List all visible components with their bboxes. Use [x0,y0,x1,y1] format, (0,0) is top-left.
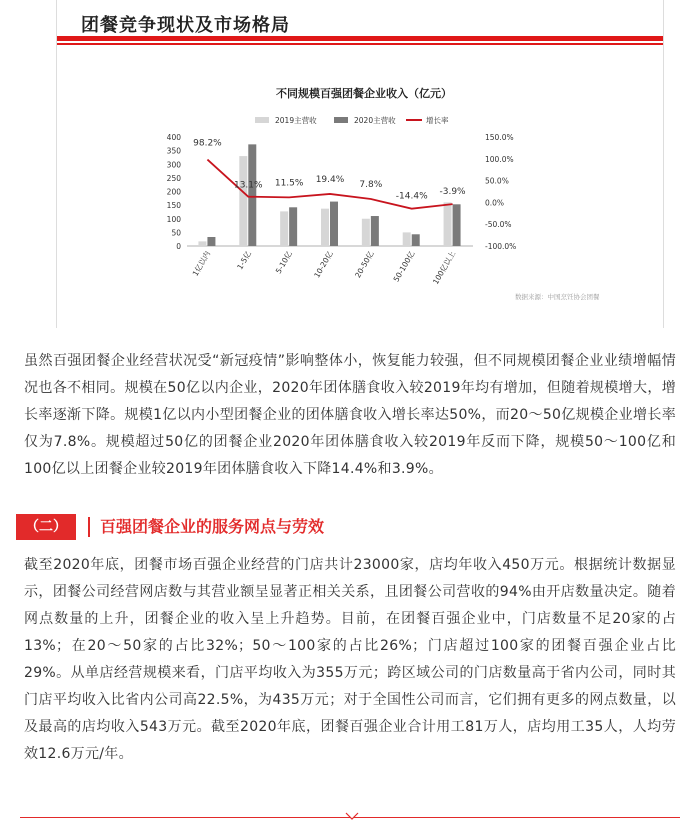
section-badge: （二） [16,514,76,540]
right-tick-label: 0.0% [485,198,505,208]
growth-rate-label: -14.4% [395,191,428,202]
right-tick-label: 150.0% [485,133,514,142]
legend-swatch [334,117,348,123]
left-tick-label: 250 [166,173,181,183]
growth-rate-label: -3.9% [439,187,466,198]
bar [403,232,411,246]
bar [453,204,461,246]
bar [207,237,215,246]
growth-rate-label: 13.1% [233,180,263,191]
legend-label: 2019主营收 [275,116,317,125]
chart-legend [255,115,449,125]
x-tick-label: 20-50亿 [353,249,376,280]
left-tick-label: 350 [166,146,181,156]
x-tick-label: 1亿以内 [190,249,213,278]
x-tick-label: 1-5亿 [235,249,254,272]
bar [248,144,256,246]
growth-rate-label: 19.4% [315,174,345,185]
x-tick-label: 5-10亿 [273,249,294,276]
growth-line [193,139,466,209]
growth-rate-label: 7.8% [359,179,383,190]
revenue-chart [57,0,663,328]
legend-label: 2020主营收 [354,116,396,125]
right-tick-label: -100.0% [485,242,517,251]
chevron-down-icon [345,812,359,822]
bar [330,202,338,246]
right-tick-label: 50.0% [485,176,509,186]
bar [198,241,206,246]
paragraph-2: 截至2020年底，团餐市场百强企业经营的门店共计23000家，店均年收入450万元。根据统计数据显示，团餐公司经营网店数与其营业额呈显著正相关关系，且团餐公司营收的94%由开店数量决定。随着网点数量的上升，团餐企业的收入呈上升趋势。目前，在团餐百强企业中，门店数量不足20家的占13%；在20～50家的占比32%；50～100家的占比26%；门店超过100家的团餐百强企业占比29%。从单店经营规模来看，门店平均收入为355万元；跨区域公司的门店数量高于省内公司，同时其门店平均收入比省内公司高22.5%，为435万元；对于全国性公司而言，它们拥有更多的网点数量，以及最高的店均收入543万元。截至2020年底，团餐百强企业合计用工81万人，店均用工35人，人均劳效12.6万元/年。 [24,557,676,762]
bar [371,216,379,246]
section-title: 百强团餐企业的服务网点与劳效 [100,517,325,536]
bar [289,207,297,246]
bar [412,234,420,246]
left-tick-label: 400 [166,133,181,142]
paragraph-1: 虽然百强团餐企业经营状况受“新冠疫情”影响整体小，恢复能力较强，但不同规模团餐企业业绩增幅情况也各不相同。规模在50亿以内企业，2020年团体膳食收入较2019年均有增加，但随着规模增大，增长率逐渐下降。规模1亿以内小型团餐企业的团体膳食收入增长率达50%，而20～50亿规模企业增长率仅为7.8%。规模超过50亿的团餐企业2020年团体膳食收入较2019年反而下降，规模50～100亿和100亿以上团餐企业较2019年团体膳食收入下降14.4%和3.9%。 [24,353,676,477]
left-tick-label: 100 [166,214,181,224]
x-tick-label: 10-20亿 [312,249,335,280]
legend-swatch [255,117,269,123]
left-tick-label: 200 [166,187,181,197]
left-tick-label: 300 [166,160,181,170]
slide-title: 团餐竞争现状及市场格局 [81,15,290,36]
legend-label: 增长率 [426,116,449,125]
bar [362,219,370,246]
report-slide [56,0,664,328]
right-tick-label: 100.0% [485,154,514,164]
chart-source: 数据来源：中国烹饪协会团餐 [515,293,600,301]
left-tick-label: 0 [176,242,181,251]
section-divider [88,517,90,537]
x-axis-labels [190,249,458,286]
bar [239,156,247,246]
section-heading [16,514,656,540]
left-tick-label: 50 [171,228,181,238]
bar [321,209,329,246]
growth-rate-label: 11.5% [274,178,304,189]
left-tick-label: 150 [166,201,181,211]
growth-rate-label: 98.2% [193,138,222,149]
x-tick-label: 100亿以上 [431,249,458,286]
chart-title: 不同规模百强团餐企业收入（亿元） [276,87,452,100]
x-tick-label: 50-100亿 [391,249,417,284]
bar [280,211,288,246]
bar [444,202,452,246]
right-tick-label: -50.0% [485,220,512,230]
